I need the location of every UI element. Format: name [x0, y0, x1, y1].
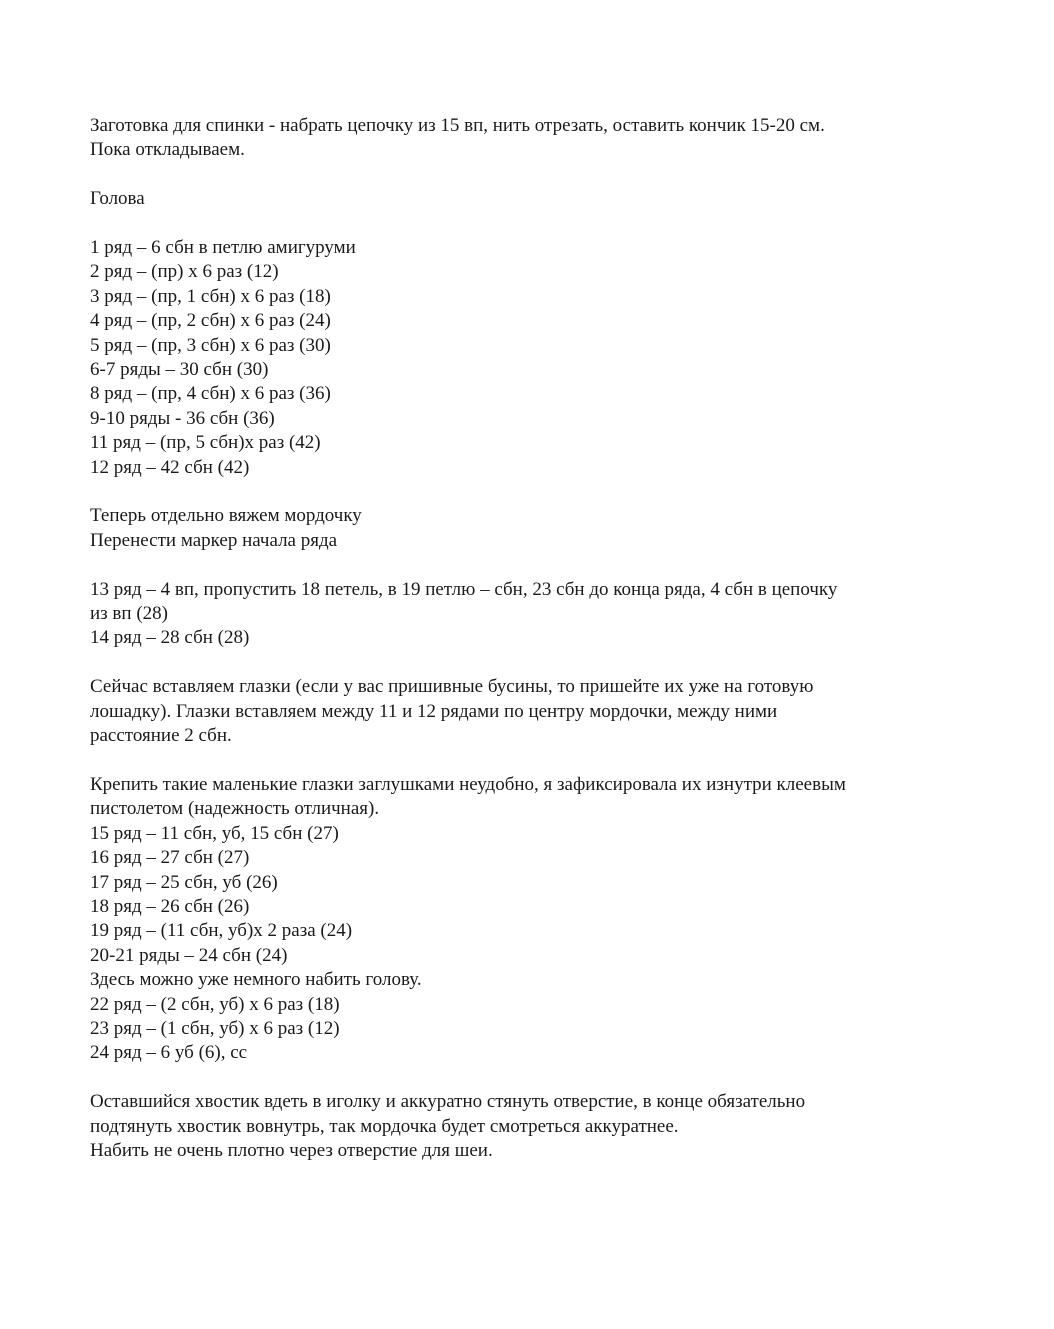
row-instruction: 3 ряд – (пр, 1 сбн) х 6 раз (18) [90, 285, 331, 307]
row-instruction: 15 ряд – 11 сбн, уб, 15 сбн (27) [90, 822, 339, 844]
head-rows-list [90, 236, 938, 480]
final-paragraph [90, 1090, 938, 1163]
eyes-fix-line: Крепить такие маленькие глазки заглушками неудобно, я зафиксировала их изнутри клеевым [90, 773, 846, 795]
eyes-line: расстояние 2 сбн. [90, 725, 232, 747]
row-instruction: 11 ряд – (пр, 5 сбн)х раз (42) [90, 432, 321, 454]
muzzle-intro [90, 504, 938, 553]
row-instruction: 24 ряд – 6 уб (6), сс [90, 1042, 248, 1064]
eyes-paragraph [90, 675, 938, 748]
section-heading-head [90, 187, 938, 211]
document-page [90, 114, 938, 1188]
row-instruction: 20-21 ряды – 24 сбн (24) [90, 944, 288, 966]
intro-line: Пока откладываем. [90, 139, 245, 161]
eyes-fix-and-rows [90, 773, 938, 1066]
head-title: Голова [90, 188, 145, 210]
row-instruction: 18 ряд – 26 сбн (26) [90, 895, 250, 917]
final-line: Оставшийся хвостик вдеть в иголку и аккуратно стянуть отверстие, в конце обязательно [90, 1091, 806, 1113]
eyes-line: лошадку). Глазки вставляем между 11 и 12 рядами по центру мордочки, между ними [90, 700, 778, 722]
muzzle-rows-list [90, 578, 938, 651]
row-instruction: 2 ряд – (пр) х 6 раз (12) [90, 261, 279, 283]
final-line: подтянуть хвостик вовнутрь, так мордочка будет смотреться аккуратнее. [90, 1115, 679, 1137]
muzzle-intro-line: Перенести маркер начала ряда [90, 529, 338, 551]
row-instruction: 6-7 ряды – 30 сбн (30) [90, 359, 269, 381]
intro-paragraph [90, 114, 938, 163]
row-instruction: 9-10 ряды - 36 сбн (36) [90, 407, 275, 429]
stuffing-note: Здесь можно уже немного набить голову. [90, 969, 422, 991]
row-instruction: 23 ряд – (1 сбн, уб) х 6 раз (12) [90, 1017, 340, 1039]
row-instruction: 1 ряд – 6 сбн в петлю амигуруми [90, 237, 356, 258]
row-instruction: 16 ряд – 27 сбн (27) [90, 847, 250, 869]
row-instruction: 22 ряд – (2 сбн, уб) х 6 раз (18) [90, 993, 340, 1015]
eyes-fix-line: пистолетом (надежность отличная). [90, 798, 380, 820]
final-line: Набить не очень плотно через отверстие для шеи. [90, 1139, 493, 1161]
row-instruction: 13 ряд – 4 вп, пропустить 18 петель, в 19 петлю – сбн, 23 сбн до конца ряда, 4 сбн в цепочку [90, 578, 838, 600]
row-instruction: 19 ряд – (11 сбн, уб)х 2 раза (24) [90, 920, 353, 942]
row-instruction: 17 ряд – 25 сбн, уб (26) [90, 871, 278, 893]
row-instruction: 14 ряд – 28 сбн (28) [90, 627, 250, 649]
row-instruction: 8 ряд – (пр, 4 сбн) х 6 раз (36) [90, 383, 331, 405]
row-instruction: 4 ряд – (пр, 2 сбн) х 6 раз (24) [90, 310, 331, 332]
intro-line: Заготовка для спинки - набрать цепочку из 15 вп, нить отрезать, оставить кончик 15-20 см. [90, 115, 825, 136]
muzzle-intro-line: Теперь отдельно вяжем мордочку [90, 505, 362, 527]
row-instruction: 5 ряд – (пр, 3 сбн) х 6 раз (30) [90, 334, 331, 356]
row-instruction: из вп (28) [90, 603, 168, 625]
row-instruction: 12 ряд – 42 сбн (42) [90, 456, 250, 478]
eyes-line: Сейчас вставляем глазки (если у вас пришивные бусины, то пришейте их уже на готовую [90, 676, 814, 698]
